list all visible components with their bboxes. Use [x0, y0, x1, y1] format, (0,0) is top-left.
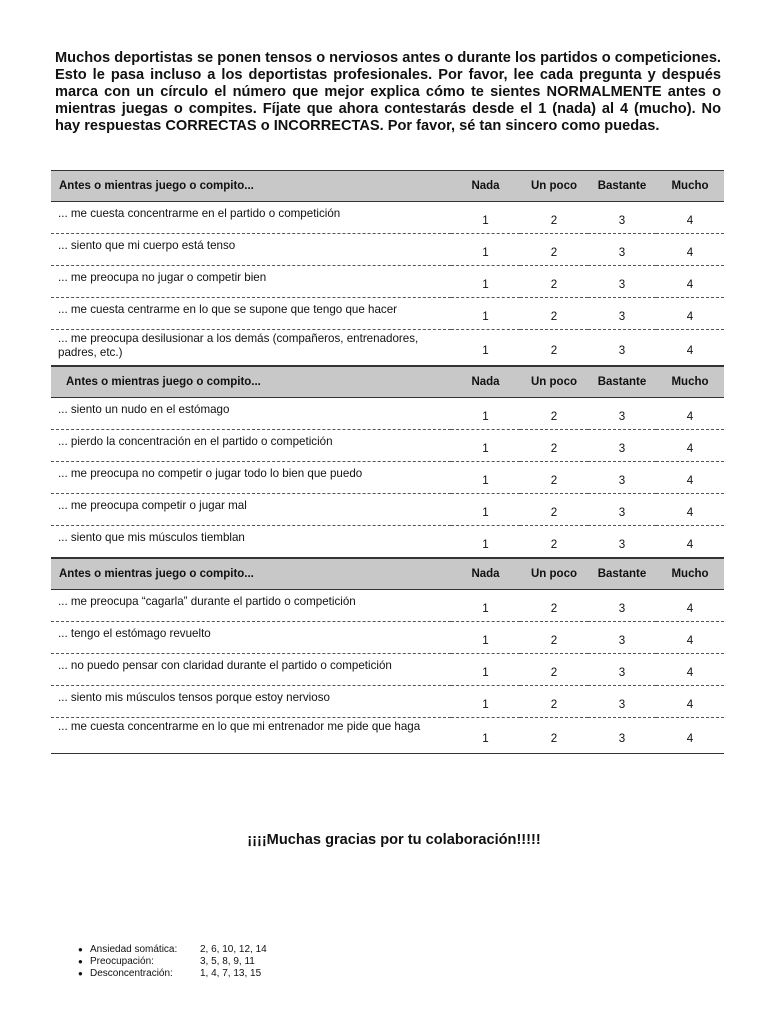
bullet-icon: ●: [78, 945, 83, 954]
question-text: ... me preocupa no competir o jugar todo lo bien que puedo: [51, 462, 451, 494]
question-row: [51, 430, 724, 462]
question-text: ... me cuesta concentrarme en el partido o competición: [51, 202, 451, 234]
rating-option[interactable]: 4: [656, 266, 724, 298]
option-header: Bastante: [588, 171, 656, 202]
rating-option[interactable]: 4: [656, 430, 724, 462]
question-text: ... me cuesta centrarme en lo que se supone que tengo que hacer: [51, 298, 451, 330]
legend-item: [78, 944, 267, 956]
legend-items: 1, 4, 7, 13, 15: [200, 968, 262, 979]
scoring-legend: [78, 944, 267, 980]
rating-option[interactable]: 1: [451, 234, 520, 266]
rating-option[interactable]: 1: [451, 494, 520, 526]
question-row: [51, 686, 724, 718]
section-header: Antes o mientras juego o compito...: [51, 367, 451, 398]
legend-items: 2, 6, 10, 12, 14: [200, 944, 267, 955]
rating-option[interactable]: 3: [588, 494, 656, 526]
legend-name: Ansiedad somática:: [90, 944, 178, 955]
rating-option[interactable]: 2: [520, 202, 588, 234]
rating-option[interactable]: 2: [520, 686, 588, 718]
question-text: ... me cuesta concentrarme en lo que mi entrenador me pide que haga: [51, 718, 451, 754]
rating-option[interactable]: 4: [656, 590, 724, 622]
question-row: [51, 622, 724, 654]
legend-items: 3, 5, 8, 9, 11: [200, 956, 255, 967]
rating-option[interactable]: 3: [588, 590, 656, 622]
question-text: ... me preocupa “cagarla” durante el partido o competición: [51, 590, 451, 622]
rating-option[interactable]: 2: [520, 298, 588, 330]
legend-name: Preocupación:: [90, 956, 154, 967]
question-table: [51, 366, 724, 558]
rating-option[interactable]: 4: [656, 622, 724, 654]
option-header: Mucho: [656, 559, 724, 590]
rating-option[interactable]: 3: [588, 266, 656, 298]
question-text: ... me preocupa no jugar o competir bien: [51, 266, 451, 298]
question-text: ... siento que mi cuerpo está tenso: [51, 234, 451, 266]
question-row: [51, 202, 724, 234]
section-header: Antes o mientras juego o compito...: [51, 171, 451, 202]
rating-option[interactable]: 1: [451, 526, 520, 558]
rating-option[interactable]: 3: [588, 462, 656, 494]
rating-option[interactable]: 4: [656, 398, 724, 430]
question-row: [51, 398, 724, 430]
bullet-icon: ●: [78, 957, 83, 966]
question-row: [51, 718, 724, 754]
question-row: [51, 234, 724, 266]
question-table: [51, 558, 724, 754]
question-text: ... pierdo la concentración en el partido o competición: [51, 430, 451, 462]
rating-option[interactable]: 1: [451, 398, 520, 430]
rating-option[interactable]: 2: [520, 654, 588, 686]
question-row: [51, 526, 724, 558]
question-table: [51, 170, 724, 366]
rating-option[interactable]: 3: [588, 622, 656, 654]
rating-option[interactable]: 3: [588, 298, 656, 330]
instructions-text: Muchos deportistas se ponen tensos o nerviosos antes o durante los partidos o competiciones. Esto le pasa incluso a los deportistas profesionales. Por favor, lee cada pregunta y después marca con un círculo el número que mejor explica cómo te sientes NORMALMENTE antes o mientras juegas o compites. Fíjate que ahora contestarás desde el 1 (nada) al 4 (mucho). No hay respuestas CORRECTAS o INCORRECTAS. Por favor, sé tan sincero como puedas.: [55, 50, 721, 134]
question-row: [51, 462, 724, 494]
rating-option[interactable]: 1: [451, 298, 520, 330]
option-header: Un poco: [520, 559, 588, 590]
rating-option[interactable]: 4: [656, 718, 724, 754]
rating-option[interactable]: 1: [451, 654, 520, 686]
question-text: ... me preocupa competir o jugar mal: [51, 494, 451, 526]
question-row: [51, 590, 724, 622]
rating-option[interactable]: 3: [588, 234, 656, 266]
rating-option[interactable]: 4: [656, 298, 724, 330]
option-header: Nada: [451, 559, 520, 590]
rating-option[interactable]: 1: [451, 462, 520, 494]
question-row: [51, 330, 724, 366]
question-text: ... tengo el estómago revuelto: [51, 622, 451, 654]
rating-option[interactable]: 2: [520, 526, 588, 558]
rating-option[interactable]: 2: [520, 622, 588, 654]
rating-option[interactable]: 2: [520, 266, 588, 298]
rating-option[interactable]: 2: [520, 398, 588, 430]
question-row: [51, 266, 724, 298]
option-header: Bastante: [588, 367, 656, 398]
rating-option[interactable]: 2: [520, 718, 588, 754]
question-text: ... siento que mis músculos tiemblan: [51, 526, 451, 558]
rating-option[interactable]: 1: [451, 202, 520, 234]
rating-option[interactable]: 4: [656, 494, 724, 526]
rating-option[interactable]: 1: [451, 590, 520, 622]
rating-option[interactable]: 4: [656, 526, 724, 558]
rating-option[interactable]: 1: [451, 330, 520, 366]
legend-item: [78, 956, 267, 968]
question-row: [51, 654, 724, 686]
rating-option[interactable]: 3: [588, 654, 656, 686]
question-text: ... siento un nudo en el estómago: [51, 398, 451, 430]
rating-option[interactable]: 3: [588, 526, 656, 558]
option-header: Nada: [451, 367, 520, 398]
question-row: [51, 494, 724, 526]
option-header: Nada: [451, 171, 520, 202]
option-header: Un poco: [520, 367, 588, 398]
rating-option[interactable]: 2: [520, 234, 588, 266]
legend-item: [78, 968, 267, 980]
rating-option[interactable]: 2: [520, 494, 588, 526]
option-header: Mucho: [656, 171, 724, 202]
rating-option[interactable]: 3: [588, 686, 656, 718]
rating-option[interactable]: 2: [520, 590, 588, 622]
rating-option[interactable]: 3: [588, 330, 656, 366]
rating-option[interactable]: 4: [656, 330, 724, 366]
rating-option[interactable]: 4: [656, 202, 724, 234]
bullet-icon: ●: [78, 969, 83, 978]
rating-option[interactable]: 2: [520, 462, 588, 494]
rating-option[interactable]: 2: [520, 430, 588, 462]
option-header: Bastante: [588, 559, 656, 590]
option-header: Mucho: [656, 367, 724, 398]
question-text: ... me preocupa desilusionar a los demás (compañeros, entrenadores, padres, etc.): [51, 330, 451, 366]
rating-option[interactable]: 1: [451, 718, 520, 754]
rating-option[interactable]: 1: [451, 622, 520, 654]
question-text: ... no puedo pensar con claridad durante el partido o competición: [51, 654, 451, 686]
question-row: [51, 298, 724, 330]
rating-option[interactable]: 4: [656, 462, 724, 494]
rating-option[interactable]: 3: [588, 430, 656, 462]
rating-option[interactable]: 3: [588, 398, 656, 430]
rating-option[interactable]: 1: [451, 266, 520, 298]
option-header: Un poco: [520, 171, 588, 202]
question-text: ... siento mis músculos tensos porque estoy nervioso: [51, 686, 451, 718]
thanks-message: ¡¡¡¡Muchas gracias por tu colaboración!!!!!: [247, 832, 541, 848]
rating-option[interactable]: 3: [588, 202, 656, 234]
rating-option[interactable]: 2: [520, 330, 588, 366]
rating-option[interactable]: 1: [451, 686, 520, 718]
section-header: Antes o mientras juego o compito...: [51, 559, 451, 590]
rating-option[interactable]: 1: [451, 430, 520, 462]
rating-option[interactable]: 4: [656, 654, 724, 686]
rating-option[interactable]: 3: [588, 718, 656, 754]
rating-option[interactable]: 4: [656, 686, 724, 718]
rating-option[interactable]: 4: [656, 234, 724, 266]
legend-name: Desconcentración:: [90, 968, 173, 979]
